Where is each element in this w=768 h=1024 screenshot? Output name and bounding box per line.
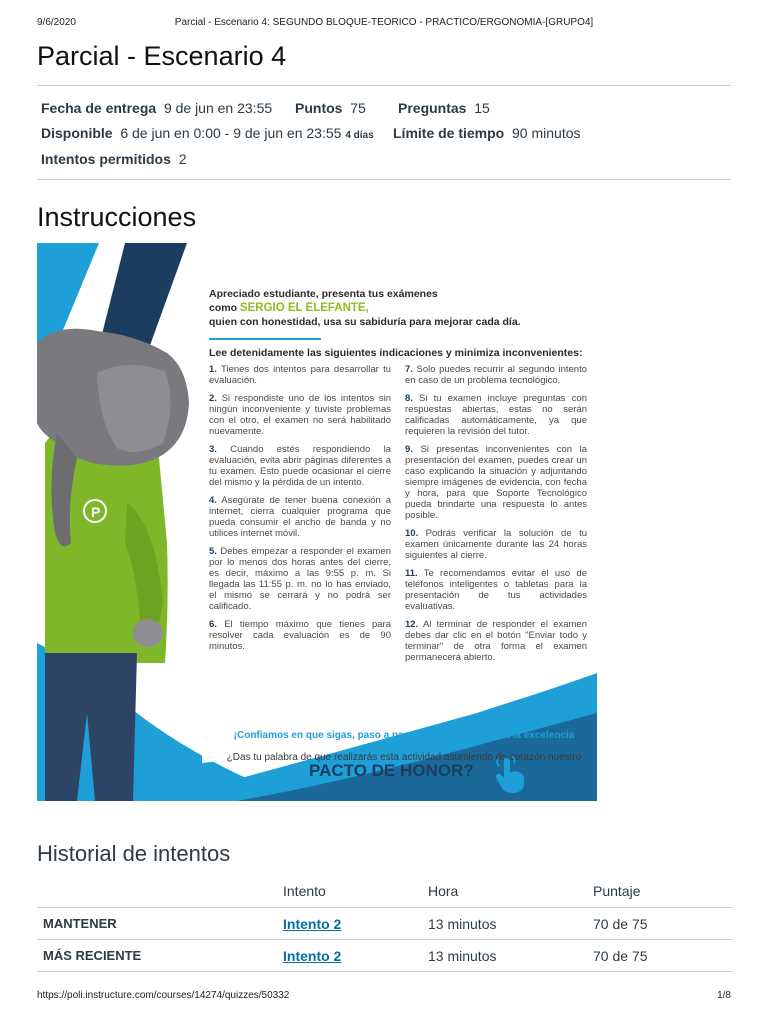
points-value: 75: [350, 100, 366, 116]
instruction-item: 11. Te recomendamos evitar el uso de teléfonos inteligentes o tabletas para la presentación de tus actividades evaluativas.: [405, 568, 587, 612]
svg-text:P: P: [91, 504, 101, 520]
instruction-item: 9. Si presentas inconvenientes con la presentación del examen, puedes crear un caso explicando la situación y adjuntando siempre imágenes de evidencia, con fecha y hora, para que Soporte Tecnológico pueda brindarte una respuesta lo antes posible.: [405, 444, 587, 521]
instruction-item: 1. Tienes dos intentos para desarrollar tu evaluación.: [209, 364, 391, 386]
instruction-item: 5. Debes empezar a responder el examen por lo menos dos horas antes del cierre, es decir, máximo a las 9:55 p. m. Si llegada las 11:55 p. m. no lo has enviado, el mismo se cerrará y no podrá ser calificado.: [209, 546, 391, 612]
print-header: [37, 17, 731, 31]
questions-value: 15: [474, 100, 490, 116]
available-days: 4 días: [345, 130, 374, 141]
instruction-item: 7. Solo puedes recurrir al segundo intento en caso de un problema tecnológico.: [405, 364, 587, 386]
allowed-attempts: [41, 151, 186, 167]
greeting-highlight: SERGIO EL ELEFANTE,: [239, 302, 369, 314]
questions-label: Preguntas: [398, 100, 467, 116]
attempt-score: 70 de 75: [587, 940, 732, 972]
attempt-link[interactable]: Intento 2: [283, 915, 342, 932]
table-row: [37, 940, 732, 972]
table-header-row: [37, 875, 732, 908]
greeting-prefix: como: [209, 302, 240, 314]
instructions-column-right: [405, 364, 587, 670]
banner-rule: [209, 338, 321, 340]
column-header: [37, 875, 277, 908]
instruction-item: 8. Si tu examen incluye preguntas con respuestas abiertas, estas no serán calificadas automáticamente, ya que requieren la revisión del tutor.: [405, 393, 587, 437]
points-label: Puntos: [295, 100, 343, 116]
instruction-item: 3. Cuando estés respondiendo la evaluación, evita abrir páginas diferentes a tu examen. Esto puede ocasionar el cierre del mismo y la pérdida de un intento.: [209, 444, 391, 488]
greeting-line-3: quien con honestidad, usa su sabiduría para mejorar cada día.: [209, 316, 521, 328]
attempt-score: 70 de 75: [587, 908, 732, 940]
table-row: [37, 908, 732, 940]
instruction-item: 12. Al terminar de responder el examen debes dar clic en el botón "Enviar todo y terminar" de otra forma el examen permanecerá abierto.: [405, 619, 587, 663]
attempt-time: 13 minutos: [422, 940, 587, 972]
banner-closing: [209, 730, 597, 763]
print-url: https://poli.instructure.com/courses/14274/quizzes/50332: [37, 990, 290, 1001]
attempt-cell: [277, 940, 422, 972]
closing-line-2: ¿Das tu palabra de que realizarás esta actividad asumiendo de corazón nuestro: [226, 752, 582, 763]
greeting-line-2: [209, 301, 587, 315]
availability: [41, 125, 374, 141]
banner-message: [209, 287, 587, 670]
time-limit-value: 90 minutos: [512, 125, 581, 141]
points: [295, 100, 366, 116]
history-title: Historial de intentos: [37, 841, 231, 866]
page-title: Parcial - Escenario 4: [37, 41, 287, 71]
instructions-banner: [37, 243, 597, 801]
column-header: Intento: [277, 875, 422, 908]
greeting-line-1: Apreciado estudiante, presenta tus exámenes: [209, 288, 438, 300]
attempt-state: MANTENER: [37, 908, 277, 940]
pointing-hand-icon: [494, 755, 528, 795]
print-footer: [37, 990, 731, 1004]
attempt-state: MÁS RECIENTE: [37, 940, 277, 972]
instructions-column-left: [209, 364, 391, 670]
instruction-item: 6. El tiempo máximo que tienes para resolver cada evaluación es de 90 minutos.: [209, 619, 391, 652]
due-value: 9 de jun en 23:55: [163, 100, 273, 116]
instructions-columns: [209, 364, 587, 670]
instruction-item: 10. Podrás verificar la solución de tu examen únicamente durante las 24 horas siguientes al cierre.: [405, 528, 587, 561]
instructions-lead: Lee detenidamente las siguientes indicaciones y minimiza inconvenientes:: [209, 347, 583, 359]
print-date: 9/6/2020: [37, 17, 76, 28]
attempts-value: 2: [178, 151, 187, 167]
attempts-table: [37, 875, 732, 972]
instruction-item: 4. Asegúrate de tener buena conexión a internet, cierra cualquier programa que pueda consumir el ancho de banda y no utilices internet móvil.: [209, 495, 391, 539]
attempt-cell: [277, 908, 422, 940]
divider: [37, 85, 731, 86]
column-header: Hora: [422, 875, 587, 908]
time-limit: [393, 125, 581, 141]
available-value: 6 de jun en 0:00 - 9 de jun en 23:55: [120, 125, 342, 141]
attempt-time: 13 minutos: [422, 908, 587, 940]
divider: [37, 179, 731, 180]
column-header: Puntaje: [587, 875, 732, 908]
due-date: [41, 100, 272, 116]
instructions-title: Instrucciones: [37, 202, 197, 232]
attempts-label: Intentos permitidos: [41, 151, 171, 167]
available-label: Disponible: [41, 125, 113, 141]
due-label: Fecha de entrega: [41, 100, 157, 116]
attempt-link[interactable]: Intento 2: [283, 947, 342, 964]
closing-line-1: ¡Confiamos en que sigas, paso a paso, en el camino hacia la excelencia académica!: [233, 730, 575, 752]
honor-pact-text: PACTO DE HONOR?: [309, 761, 474, 780]
time-limit-label: Límite de tiempo: [393, 125, 505, 141]
print-doc-title: Parcial - Escenario 4: SEGUNDO BLOQUE-TEORICO - PRACTICO/ERGONOMIA-[GRUPO4]: [174, 17, 594, 28]
instruction-item: 2. Si respondiste uno de los intentos sin ningún inconveniente y tuviste problemas con el otro, el examen no será habilitado nuevamente.: [209, 393, 391, 437]
page-number: 1/8: [717, 990, 731, 1001]
questions: [398, 100, 490, 116]
